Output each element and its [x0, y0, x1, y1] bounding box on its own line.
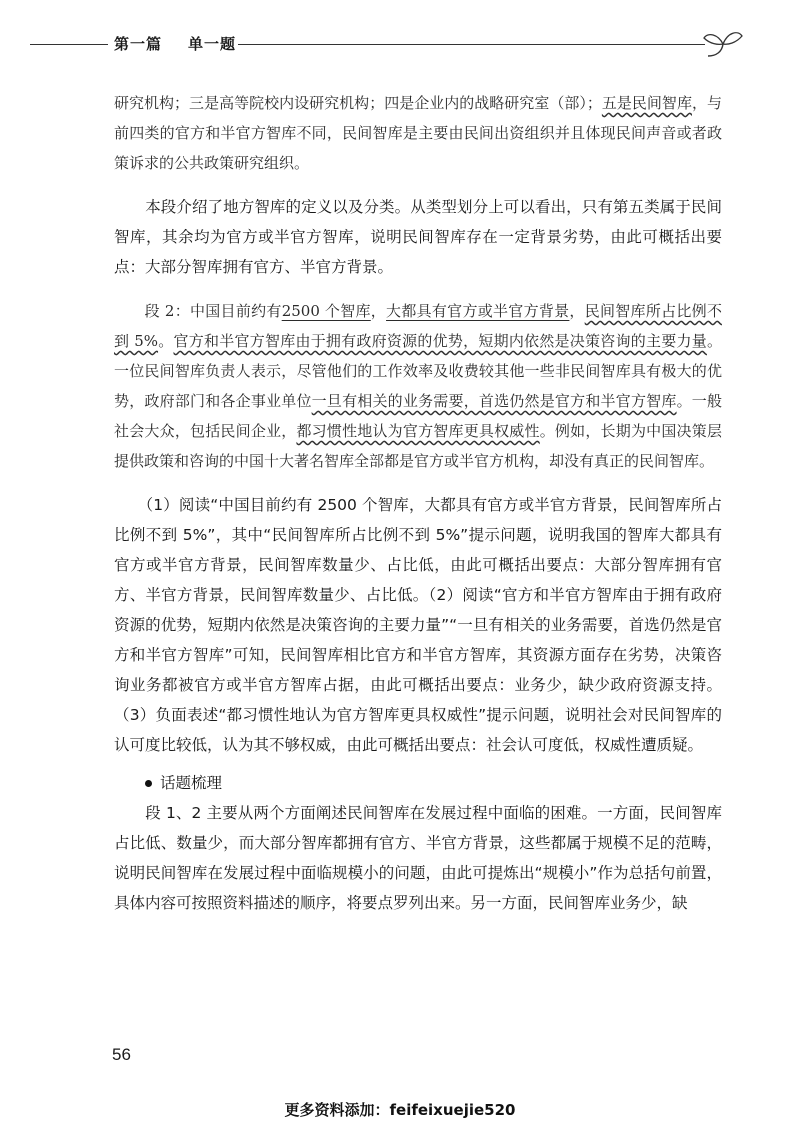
paragraph-3-text-a: 段 2：中国目前约有: [144, 302, 282, 320]
paragraph-4: [114, 490, 722, 760]
page-body: [114, 88, 722, 918]
paragraph-3-text-d: 。: [158, 332, 174, 350]
section-heading-text: 话题梳理: [160, 774, 223, 792]
page-number: 56: [112, 1045, 131, 1064]
paragraph-3-text-e: 。一位民间智库负责人表示，尽管他们的工作效率及收费较其他一些非民间智库具有极大的优势，政府部门和各企事业单位: [114, 332, 722, 410]
header-chapter: 单一题: [188, 35, 237, 53]
paragraph-5-text: 段 1、2 主要从两个方面阐述民间智库在发展过程中面临的困难。一方面，民间智库占比低、数量少，而大部分智库都拥有官方、半官方背景，这些都属于规模不足的范畴，说明民间智库在发展过程中面临规模小的问题，由此可提炼出“规模小”作为总括句前置，具体内容可按照资料描述的顺序，将要点罗列出来。另一方面，民间智库业务少，缺: [114, 804, 722, 912]
paragraph-5: [114, 798, 722, 918]
sprout-icon: [700, 26, 746, 62]
paragraph-3-underline-2: 大都具有官方或半官方背景: [386, 302, 570, 320]
header-rule-right: [238, 44, 705, 45]
paragraph-3-underline-1: 2500 个智库: [281, 302, 371, 320]
paragraph-1-emphasis: 五是民间智库: [601, 94, 692, 112]
paragraph-4-text: （1）阅读“中国目前约有 2500 个智库，大都具有官方或半官方背景，民间智库所占比例不到 5%”，其中“民间智库所占比例不到 5%”提示问题，说明我国的智库大都具有官方或半官方背景，民间智库数量少、占比低，由此可概括出要点：大部分智库拥有官方、半官方背景，民间智库数量少、占比低。（2）阅读“官方和半官方智库由于拥有政府资源的优势，短期内依然是决策咨询的主要力量”“一旦有相关的业务需要，首选仍然是官方和半官方智库”可知，民间智库相比官方和半官方智库，其资源方面存在劣势，决策咨询业务都被官方或半官方智库占据，由此可概括出要点：业务少，缺少政府资源支持。（3）负面表述“都习惯性地认为官方智库更具权威性”提示问题，说明社会对民间智库的认可度比较低，认为其不够权威，由此可概括出要点：社会认可度低，权威性遭质疑。: [114, 496, 722, 754]
paragraph-1-text-b: ，与前四类的官方和半官方智库不同，民间智库是主要由民间出资组织并且体现民间声音或者政策诉求的公共政策研究组织。: [114, 94, 722, 172]
paragraph-1: [114, 88, 722, 178]
paragraph-3-text-g: 。例如，长期为中国决策层提供政策和咨询的中国十大著名智库全部都是官方或半官方机构，却没有真正的民间智库。: [114, 422, 722, 470]
footer-note: 更多资料添加：feifeixuejie520: [284, 1101, 516, 1119]
running-header: [30, 30, 720, 60]
header-rule-left: [30, 44, 108, 45]
paragraph-2-text: 本段介绍了地方智库的定义以及分类。从类型划分上可以看出，只有第五类属于民间智库，其余均为官方或半官方智库，说明民间智库存在一定背景劣势，由此可概括出要点：大部分智库拥有官方、半官方背景。: [114, 198, 722, 276]
paragraph-3-text-b: ，: [370, 302, 387, 320]
paragraph-3-text-f: 。一般社会大众，包括民间企业，: [114, 392, 722, 440]
paragraph-2: [114, 192, 722, 282]
paragraph-3: [114, 296, 722, 476]
paragraph-3-wavy-4: 都习惯性地认为官方智库更具权威性: [296, 422, 540, 440]
paragraph-3-text-c: ，: [569, 302, 585, 320]
paragraph-3-wavy-2: 官方和半官方智库由于拥有政府资源的优势，短期内依然是决策咨询的主要力量: [173, 332, 707, 350]
paragraph-3-wavy-1: 民间智库所占比例不到 5%: [114, 302, 722, 350]
paragraph-3-wavy-3: 一旦有相关的业务需要，首选仍然是官方和半官方智库: [311, 392, 677, 410]
header-title: [114, 33, 236, 54]
section-heading: [114, 768, 722, 798]
paragraph-1-text: 研究机构；三是高等院校内设研究机构；四是企业内的战略研究室（部）；: [114, 94, 602, 112]
bullet-icon: [145, 780, 152, 787]
header-part: 第一篇: [114, 35, 163, 53]
